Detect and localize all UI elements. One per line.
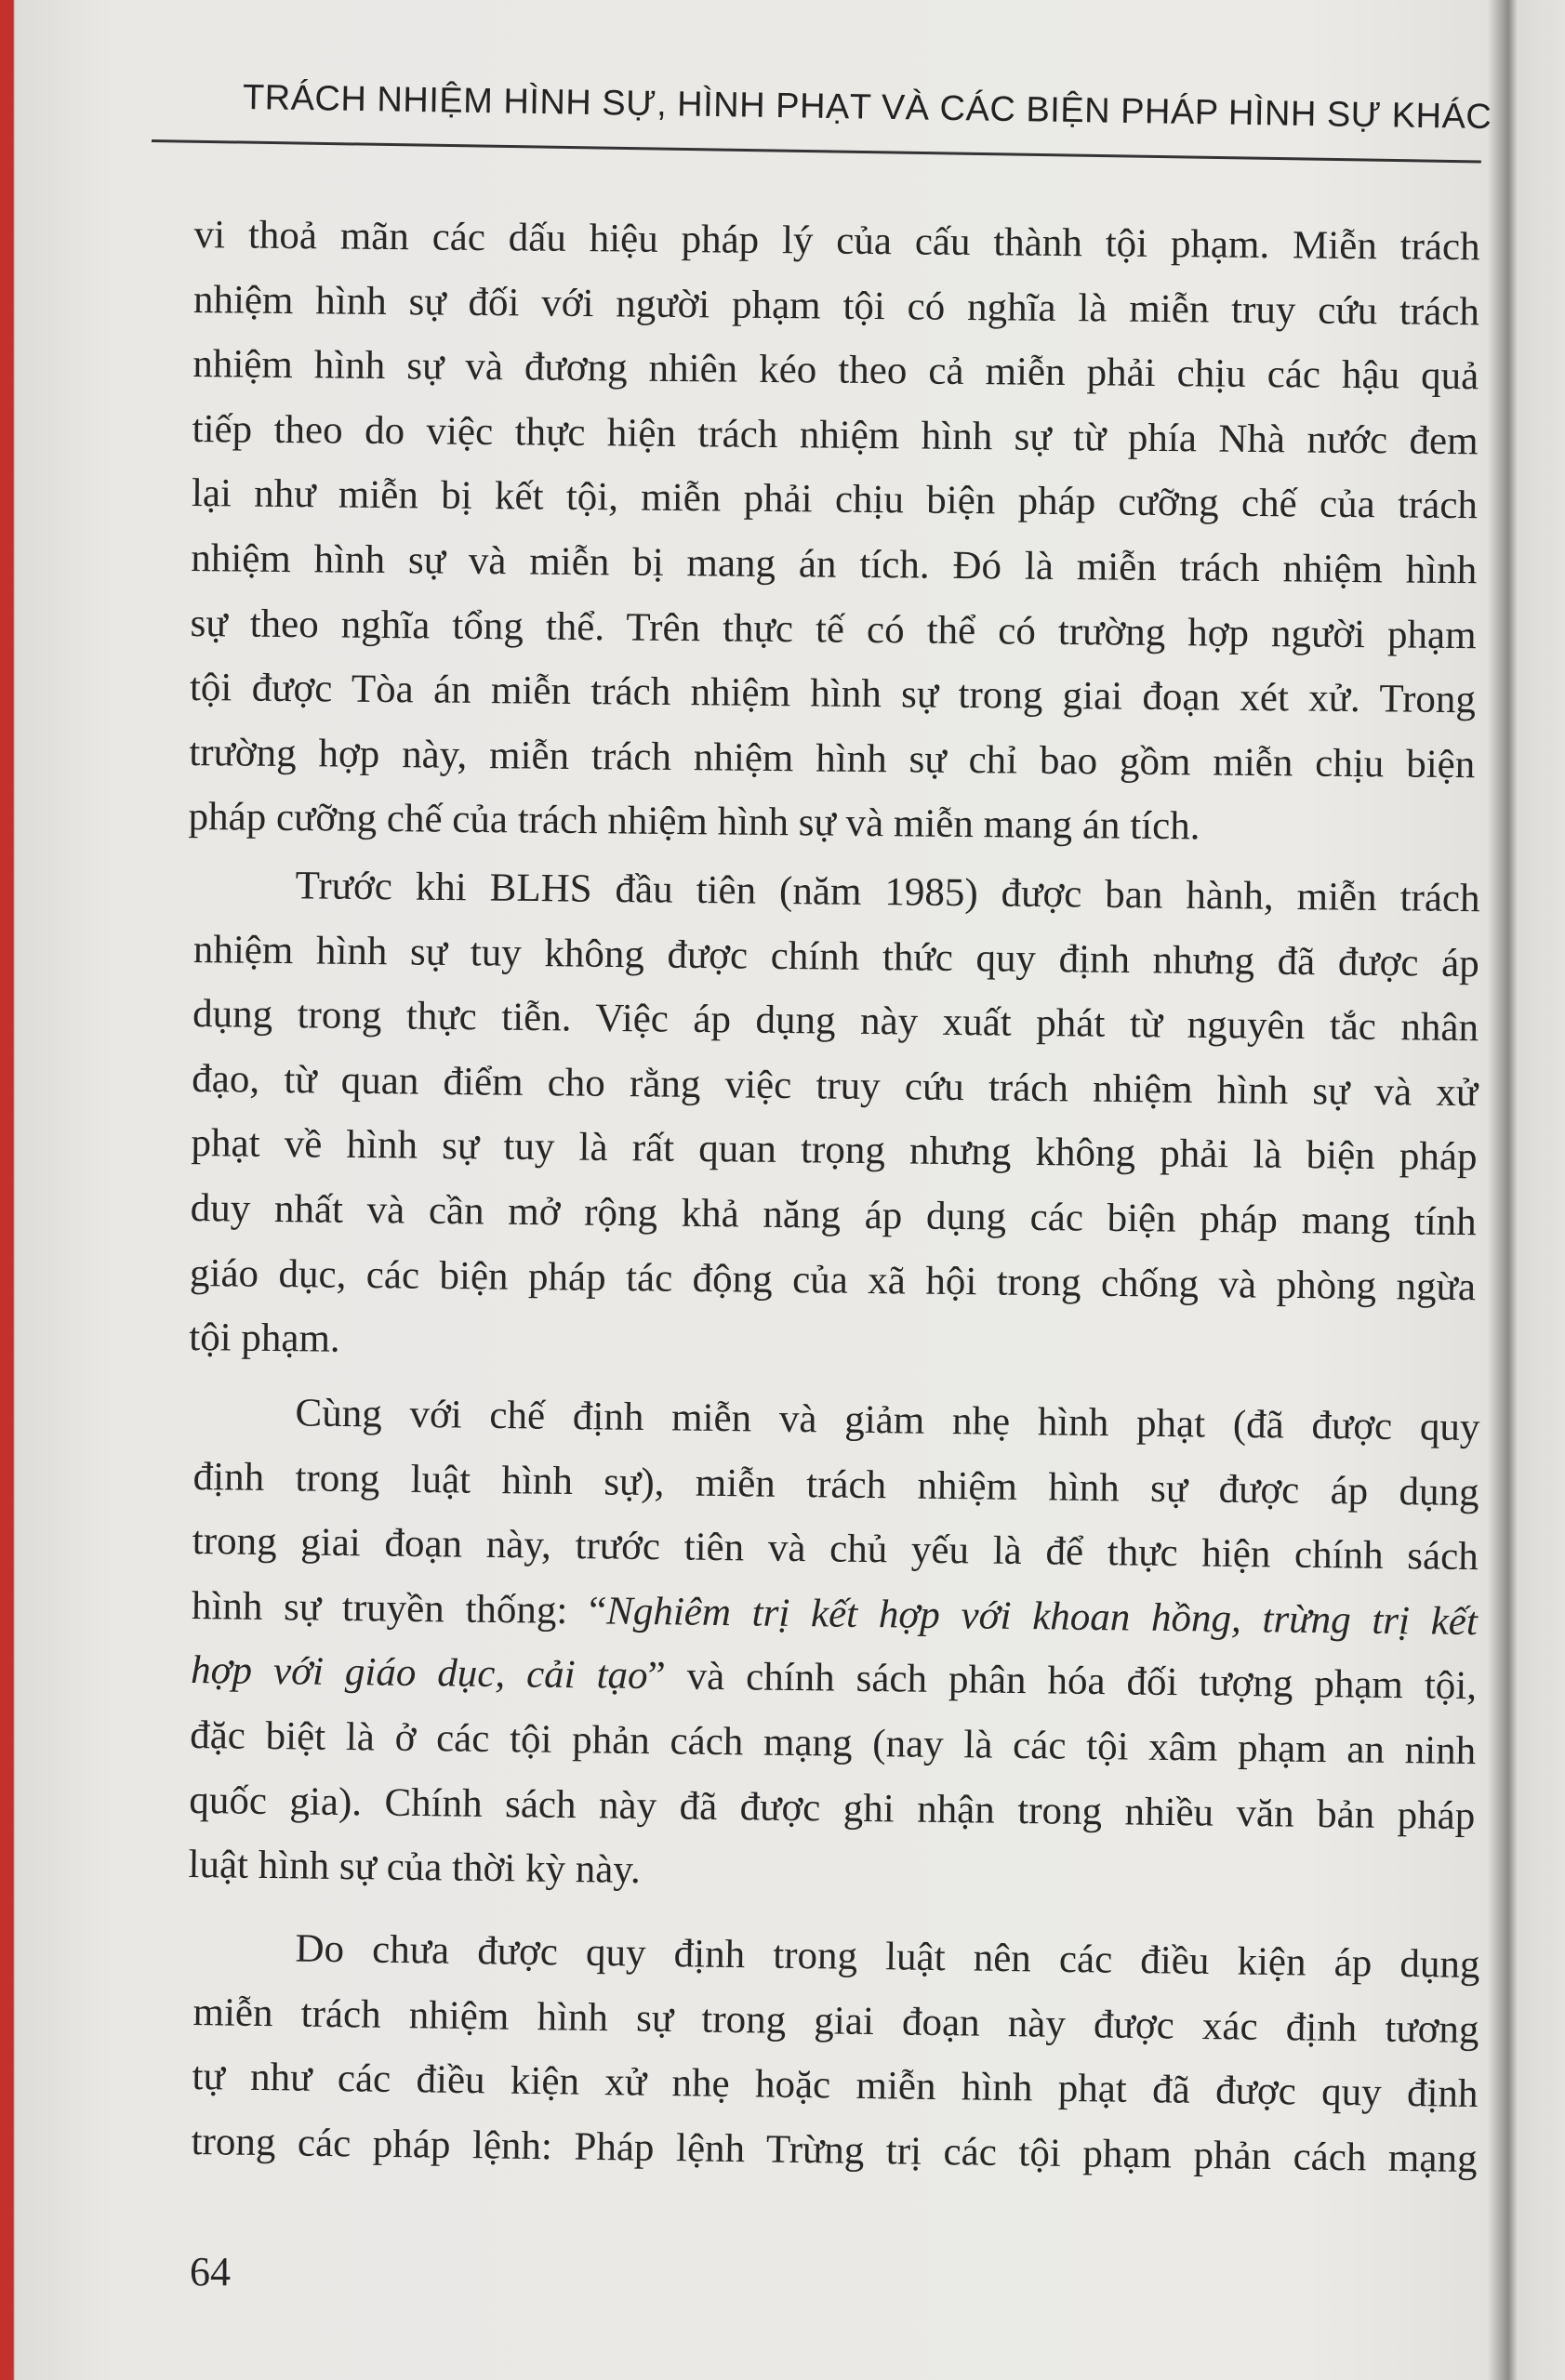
text-segment: miễn trách nhiệm hình sự trong giai đoạn này được xác định tương — [192, 1990, 1479, 2052]
text-segment: tiếp theo do việc thực hiện trách nhiệm hình sự từ phía Nhà nước đem — [192, 406, 1479, 464]
text-line — [192, 397, 1479, 474]
text-segment: lại như miễn bị kết tội, miễn phải chịu biện pháp cưỡng chế của trách — [191, 471, 1479, 528]
paragraph — [188, 203, 1480, 862]
text-segment: Do chưa được quy định trong luật nên các điều kiện áp dụng — [295, 1926, 1480, 1988]
text-segment: hình sự truyền thống: “ — [191, 1583, 607, 1633]
text-line — [192, 461, 1479, 538]
text-line — [188, 785, 1475, 862]
paragraph — [189, 853, 1480, 1384]
paragraph — [191, 1915, 1480, 2191]
running-header: TRÁCH NHIỆM HÌNH SỰ, HÌNH PHẠT VÀ CÁC BIỆN PHÁP HÌNH SỰ KHÁC — [242, 78, 1492, 138]
page-number: 64 — [190, 2249, 231, 2294]
text-line — [192, 332, 1479, 409]
italic-quote: Nghiêm trị kết hợp với khoan hồng, trừng trị kết — [605, 1589, 1479, 1644]
text-segment: giáo dục, các biện pháp tác động của xã hội trong chống và phòng ngừa — [189, 1250, 1477, 1309]
header-rule — [152, 139, 1481, 163]
text-segment: đạo, từ quan điểm cho rằng việc truy cứu trách nhiệm hình sự và xử — [192, 1056, 1479, 1115]
italic-quote: hợp với giáo dục, cải tạo — [190, 1648, 648, 1699]
text-segment: nhiệm hình sự tuy không được chính thức quy định nhưng đã được áp — [192, 927, 1480, 985]
text-segment: pháp cưỡng chế của trách nhiệm hình sự và miễn mang án tích. — [188, 795, 1200, 849]
text-segment: phạt về hình sự tuy là rất quan trọng nhưng không phải là biện pháp — [191, 1121, 1478, 1180]
text-line — [193, 268, 1480, 345]
text-segment: tội phạm. — [189, 1316, 340, 1361]
text-segment: trong giai đoạn này, trước tiên và chủ yếu là để thực hiện chính sách — [192, 1519, 1479, 1580]
text-line — [193, 203, 1480, 280]
text-segment: sự theo nghĩa tổng thể. Trên thực tế có thể có trường hợp người phạm — [190, 601, 1477, 657]
text-segment: quốc gia). Chính sách này đã được ghi nhận trong nhiều văn bản pháp — [189, 1778, 1476, 1838]
text-line — [190, 655, 1477, 733]
text-segment: tội được Tòa án miễn trách nhiệm hình sự trong giai đoạn xét xử. Trong — [189, 666, 1477, 722]
text-line — [190, 591, 1477, 668]
text-segment: đặc biệt là ở các tội phản cách mạng (nay là các tội xâm phạm an ninh — [189, 1712, 1477, 1774]
text-segment: tự như các điều kiện xử nhẹ hoặc miễn hình phạt đã được quy định — [192, 2055, 1479, 2117]
text-segment: Trước khi BLHS đầu tiên (năm 1985) được ban hành, miễn trách — [295, 864, 1480, 921]
text-segment: luật hình sự của thời kỳ này. — [188, 1843, 642, 1893]
text-line — [191, 526, 1478, 603]
text-segment: Cùng với chế định miễn và giảm nhẹ hình phạt (đã được quy — [295, 1391, 1480, 1450]
text-segment: vi thoả mãn các dấu hiệu pháp lý của cấu thành tội phạm. Miễn trách — [193, 212, 1480, 270]
text-segment: duy nhất và cần mở rộng khả năng áp dụng các biện pháp mang tính — [190, 1185, 1477, 1245]
text-segment: dụng trong thực tiễn. Việc áp dụng này xuất phát từ nguyên tắc nhân — [192, 992, 1479, 1051]
text-segment: trong các pháp lệnh: Pháp lệnh Trừng trị các tội phạm phản cách mạng — [191, 2119, 1478, 2181]
text-line — [189, 721, 1476, 798]
text-segment: nhiệm hình sự và đương nhiên kéo theo cả miễn phải chịu các hậu quả — [192, 342, 1479, 399]
text-segment: định trong luật hình sự), miễn trách nhiệm hình sự được áp dụng — [192, 1454, 1479, 1514]
text-segment: trường hợp này, miễn trách nhiệm hình sự chỉ bao gồm miễn chịu biện — [189, 730, 1476, 787]
text-segment: nhiệm hình sự đối với người phạm tội có nghĩa là miễn truy cứu trách — [192, 277, 1480, 334]
text-segment: nhiệm hình sự và miễn bị mang án tích. Đó là miễn trách nhiệm hình — [191, 536, 1478, 593]
text-segment: ” và chính sách phân hóa đối tượng phạm tội, — [647, 1654, 1478, 1709]
paragraph — [188, 1380, 1480, 1913]
